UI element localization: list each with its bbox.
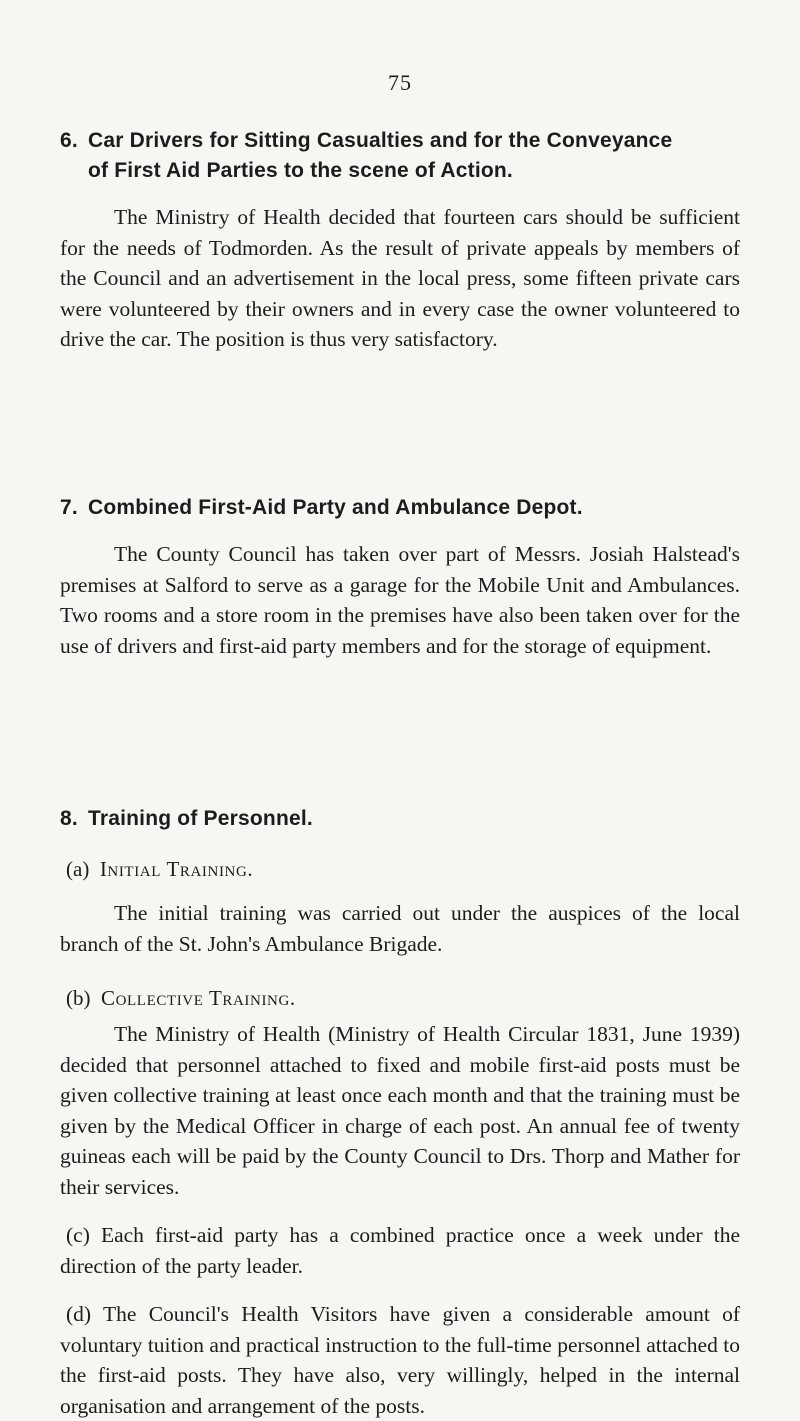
section-7-heading (60, 493, 740, 523)
section-6-heading-cont: of First Aid Parties to the scene of Action. (88, 159, 513, 182)
subsection-label: (b) (66, 986, 91, 1010)
section-number: 6. (60, 129, 78, 152)
subsection-a-heading (60, 854, 740, 884)
section-7-paragraph: The County Council has taken over part of Messrs. Josiah Halstead's premises at Salford to serve as a garage for the Mobile Unit and Ambulances. Two rooms and a store room in the premises have also been taken over for the use of drivers and first-aid party members and for the storage of equipment. (60, 542, 740, 658)
section-7 (60, 493, 740, 661)
subsection-d-text: (d) The Council's Health Visitors have given a considerable amount of voluntary tuition and practical instruction to the full-time personnel attached to the first-aid posts. They have also, very willingly, helped in the internal organisation and arrangement of the posts. (60, 1302, 740, 1418)
subsection-b-heading (60, 983, 740, 1013)
section-number: 8. (60, 807, 78, 830)
section-6-paragraph: The Ministry of Health decided that fourteen cars should be sufficient for the needs of Todmorden. As the result of private appeals by members of the Council and an advertisement in the local press, some fifteen private cars were volunteered by their owners and in every case the owner volunteered to drive the car. The position is thus very satisfactory. (60, 205, 740, 351)
section-8-heading (60, 804, 740, 834)
section-6 (60, 126, 740, 355)
section-heading-text: Training of Personnel. (88, 807, 313, 830)
subsection-a-text: The initial training was carried out under the auspices of the local branch of the St. John's Ambulance Brigade. (60, 901, 740, 956)
subsection-label: (a) (66, 857, 90, 881)
section-8 (60, 804, 740, 1421)
section-heading-text: Combined First-Aid Party and Ambulance Depot. (88, 496, 583, 519)
page-number: 75 (388, 70, 412, 95)
subsection-c-text: (c) Each first-aid party has a combined practice once a week under the direction of the party leader. (60, 1223, 740, 1278)
section-number: 7. (60, 496, 78, 519)
subsection-title: Collective Training. (101, 986, 296, 1010)
section-heading-line: Car Drivers for Sitting Casualties and for the Conveyance (88, 129, 673, 152)
section-6-heading (60, 126, 740, 156)
subsection-title: Initial Training. (99, 857, 254, 881)
subsection-b-text: The Ministry of Health (Ministry of Health Circular 1831, June 1939) decided that personnel attached to fixed and mobile first-aid posts must be given collective training at least once each month and that the training must be given by the Medical Officer in charge of each post. An annual fee of twenty guineas each will be paid by the County Council to Drs. Thorp and Mather for their services. (60, 1022, 740, 1199)
